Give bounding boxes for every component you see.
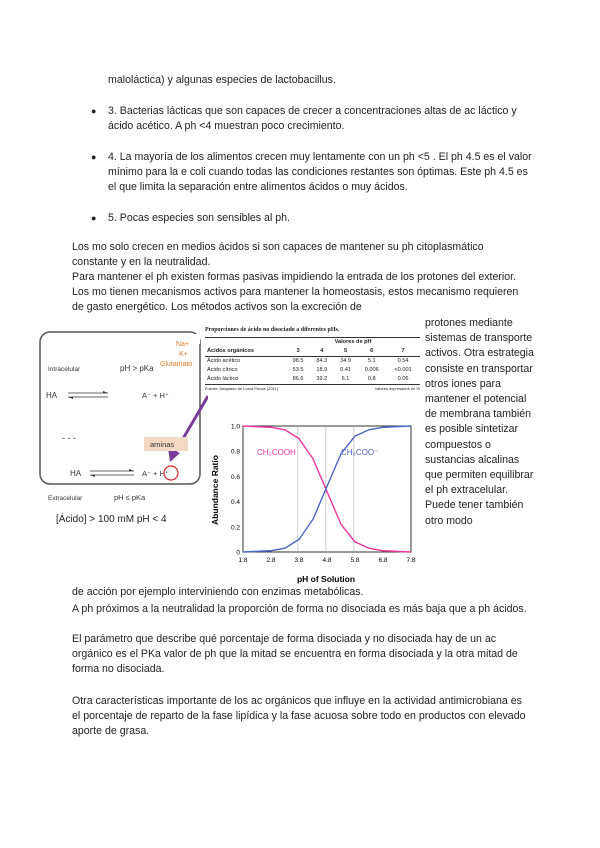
cell-diagram [38,326,208,526]
aminas-label: aminas [150,440,175,449]
chart-xlabel: pH of Solution [296,574,356,584]
table-cell: 6.1 [341,376,350,382]
x-tick-label: 7.8 [406,557,416,564]
bullet-dot: ● [91,213,97,223]
ion-glutamato: Glutamato [160,361,193,368]
x-tick-label: 6.8 [378,557,388,564]
abundance-chart [205,414,425,584]
table-row [205,366,420,375]
table-cell: 18.9 [316,367,328,373]
series-label-base: CH₃COO⁻ [341,447,379,457]
table-cell: 0.41 [340,367,351,373]
chart-ylabel: Abundance Ratio [210,455,220,525]
table-title: Proporciones de ácido no disociado a diferentes pHs. [205,327,340,333]
bullet-2-tail: maloláctica) y algunas especies de lactobacillus. [108,74,336,86]
table-group-header: Valores de pH [334,339,372,345]
bullet-3: 3. Bacterias lácticas que son capaces de crecer a concentraciones altas de ac láctico y ácido acético. A ph <4 muestran poco crecimiento. [108,105,517,133]
bullet-5: 5. Pocas especies son sensibles al ph. [108,212,290,224]
acid-table [205,327,420,391]
table-row [205,357,420,367]
x-tick-label: 4.8 [322,557,332,564]
y-tick-label: 0.4 [230,499,240,507]
table-col: 5 [343,348,348,354]
x-tick-label: 3.8 [294,557,304,564]
table-cell: <0.001 [394,367,412,373]
table-cell: 84.3 [316,358,328,364]
table-col: 7 [401,348,405,354]
x-tick-label: 2.8 [266,557,276,564]
paragraph-3: de acción por ejemplo interviniendo con enzimas metabólicas. [72,586,364,598]
x-tick-label: 5.8 [350,557,360,564]
table-cell: Ácido láctico [207,376,239,382]
membrane-charges: - - - [62,433,76,443]
paragraph-2: Para mantener el ph existen formas pasivas impidiendo la entrada de los protones del exterior. Los mo tienen mecanismos activos para mantener la homeostasis, estos mecanismo requieren de gasto energético. Los métodos activos son la excreción de [72,271,519,314]
table-col: 3 [296,348,300,354]
ha-top: HA [46,391,58,400]
bullet-dot: ● [91,152,97,162]
chart-plot-area [243,426,411,552]
table-footnote-right: Valores expresados en % [374,386,420,391]
paragraph-5: El parámetro que describe qué porcentaje de forma disociada y no disociada hay de un ac orgánico es el PKa valor de ph que la mitad se encuentra en forma disociada y la otra mitad de forma no disociada. [72,633,518,676]
intracelular-label: Intracelular [48,366,81,373]
paragraph-6: Otra características importante de los ac orgánicos que influye en la actividad antimicrobiana es el porcentaje de reparto de la fase lipídica y la fase acuosa sobre todo en productos con elevado aporte de grasa. [72,695,526,738]
paragraph-1: Los mo solo crecen en medios ácidos si son capaces de mantener su ph citoplasmático constante y en la neutralidad. [72,241,484,269]
series-label-acid: CH₃COOH [257,447,296,457]
cell-membrane [40,332,200,484]
bullet-dot: ● [91,106,97,116]
ion-k: K+ [179,351,188,358]
table-cell: 98.5 [292,358,304,364]
ion-na: Na+ [176,341,190,348]
ha-bottom: HA [70,469,82,478]
table-row [205,375,420,385]
cell-caption: [Ácido] > 100 mM pH < 4 [56,514,167,525]
x-tick-label: 1.8 [238,557,248,564]
table-cell: 0.54 [397,358,409,364]
table-cell: 86.6 [292,376,304,382]
table-cell: 39.2 [316,376,328,382]
extracelular-label: Extracelular [48,495,83,502]
y-tick-label: 0.8 [230,448,240,456]
paragraph-4: A ph próximos a la neutralidad la proporción de forma no disociada es más baja que a ph ácidos. [72,603,527,615]
table-row-header: Ácidos orgánicos [207,348,254,354]
products-bottom: A⁻ + H⁺ [142,469,169,478]
table-cell: 5.1 [367,358,376,364]
ph-inside-label: pH > pKa [120,364,154,373]
products-top: A⁻ + H⁺ [142,391,169,400]
table-cell: 0.8 [367,376,376,382]
y-tick-label: 0.2 [230,524,240,532]
table-cell: 34.9 [340,358,351,364]
y-tick-label: 0 [236,549,240,557]
table-footnote-left: Fuente: Adaptado de Lorca Ponce (2011) [205,386,279,391]
table-cell: Ácido cítrico [207,367,238,373]
y-tick-label: 0.6 [230,473,240,481]
table-col: 6 [370,348,374,354]
table-cell: 53.5 [292,367,304,373]
y-tick-label: 1.0 [230,423,240,431]
table-cell: 0.06 [397,376,409,382]
table-cell: 0.006 [364,367,379,373]
table-cell: Ácido acético [207,358,241,364]
table-col: 4 [320,348,324,354]
bullet-4: 4. La mayoría de los alimentos crecen muy lentamente con un ph <5 . El ph 4.5 es el valor mínimo para la e coli cuando todas las condiciones restantes son óptimas. Este ph 4.5 es el que limita la separación entre alimentos ácidos o muy ácidos. [108,151,532,194]
ph-outside-label: pH ≤ pKa [114,493,146,502]
side-column-text: protones mediante sistemas de transporte activos. Otra estrategia consiste en transportar otros iones para mantener el potencial de membrana también es posible sintetizar compuestos o sustancias alcalinas que permiten equilibrar el ph extracelular. Puede tener también otro modo [425,317,534,527]
